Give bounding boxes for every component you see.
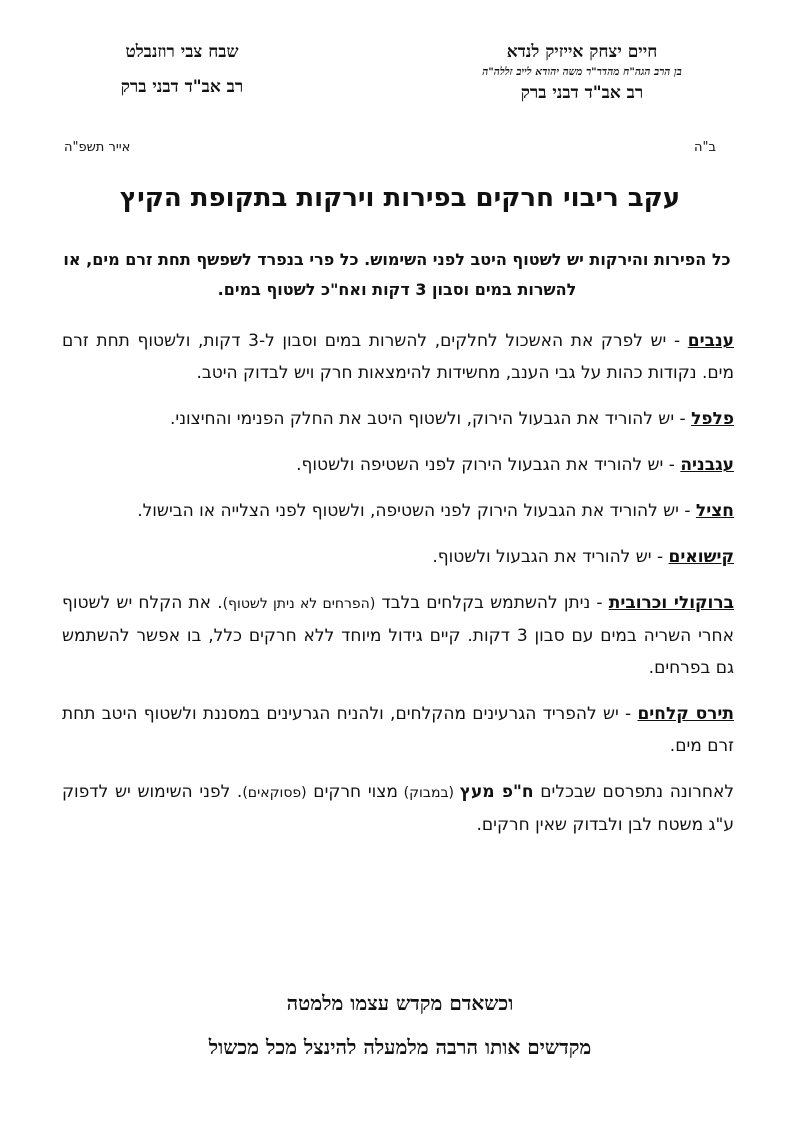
closing-line-2: מקדשים אותו הרבה מלמעלה להינצל מכל מכשול	[208, 1035, 592, 1059]
item-eggplant	[62, 495, 734, 527]
item-term: עגבניה	[680, 455, 734, 475]
rabbi-header-left	[92, 40, 272, 100]
item-text: - יש להוריד את הגבעול הירוק לפני השטיפה ולשטוף.	[296, 455, 681, 475]
rabbi-title-right: רב אב"ד דבני ברק	[520, 83, 644, 103]
item-text: - יש להוריד את הגבעול הירוק לפני השטיפה, ולשטוף לפני הצלייה או הבישול.	[137, 501, 696, 521]
bh-mark: ב"ה	[694, 140, 716, 155]
item-term: ענבים	[687, 331, 734, 351]
notice-bold: ח"פ מעץ	[459, 782, 534, 802]
item-broccoli-cauliflower	[62, 587, 734, 684]
item-text: - ניתן להשתמש בקלחים בלבד	[375, 593, 609, 613]
item-term: ברוקולי וכרובית	[608, 593, 734, 613]
notice-parenthetical: (במבוק)	[397, 785, 460, 801]
item-text: - יש לפרק את האשכול לחלקים, להשרות במים וסבון ל-3 דקות, ולשטוף תחת זרם מים. נקודות כהות על גבי הענב, מחשידות להימצאות חרק ויש לבדוק היטב.	[62, 331, 734, 383]
item-text: - יש להפריד הגרעינים מהקלחים, ולהניח הגרעינים במסננת ולשטוף היטב תחת זרם מים.	[62, 704, 734, 756]
intro-paragraph: כל הפירות והירקות יש לשטוף היטב לפני השימוש. כל פרי בנפרד לשפשף תחת זרם מים, או להשרות במים וסבון 3 דקות ואח"כ לשטוף במים.	[63, 250, 731, 299]
item-term: חציל	[695, 501, 734, 521]
item-parenthetical: (הפרחים לא ניתן לשטוף)	[222, 596, 376, 612]
rabbi-lineage-right: בן הרב הגה"ח מהדר"ר משה יהודא לייב זללה"ה	[482, 66, 682, 78]
rabbi-header-right	[432, 40, 732, 106]
rabbi-name-right: חיים יצחק אייזיק לנדא	[506, 42, 658, 62]
item-term: תירס קלחים	[637, 704, 734, 724]
item-term: פלפל	[691, 409, 734, 429]
closing-blessing	[66, 988, 734, 1076]
instructions-list	[62, 325, 734, 855]
notice-text: מצוי חרקים	[306, 782, 398, 802]
item-corn	[62, 698, 734, 762]
item-term: קישואים	[668, 547, 734, 567]
notice-paragraph	[62, 776, 734, 841]
item-text: - יש להוריד את הגבעול הירוק, ולשטוף היטב את החלק הפנימי והחיצוני.	[169, 409, 692, 429]
item-text: - יש להוריד את הגבעול ולשטוף.	[432, 547, 669, 567]
notice-parenthetical: (פסוקאים)	[242, 785, 307, 801]
notice-text: . לפני השימוש יש לדפוק ע"ג משטח לבן ולבדוק שאין חרקים.	[62, 782, 734, 835]
item-pepper	[62, 403, 734, 435]
item-grapes	[62, 325, 734, 389]
item-text: . את הקלח יש לשטוף אחרי השריה במים עם סבון 3 דקות. קיים גידול מיוחד ללא חרקים כלל, בו אפשר להשתמש גם בפרחים.	[62, 593, 734, 678]
document-date: אייר תשפ"ה	[64, 140, 131, 155]
rabbi-name-left: שבח צבי רוזנבלט	[125, 42, 239, 62]
document-title: עקב ריבוי חרקים בפירות וירקות בתקופת הקיץ	[119, 183, 681, 213]
item-tomato	[62, 449, 734, 481]
notice-text: לאחרונה נתפרסם שבכלים	[533, 782, 734, 802]
rabbi-title-left: רב אב"ד דבני ברק	[120, 77, 244, 97]
closing-line-1: וכשאדם מקדש עצמו מלמטה	[286, 991, 514, 1015]
item-zucchini	[62, 541, 734, 573]
